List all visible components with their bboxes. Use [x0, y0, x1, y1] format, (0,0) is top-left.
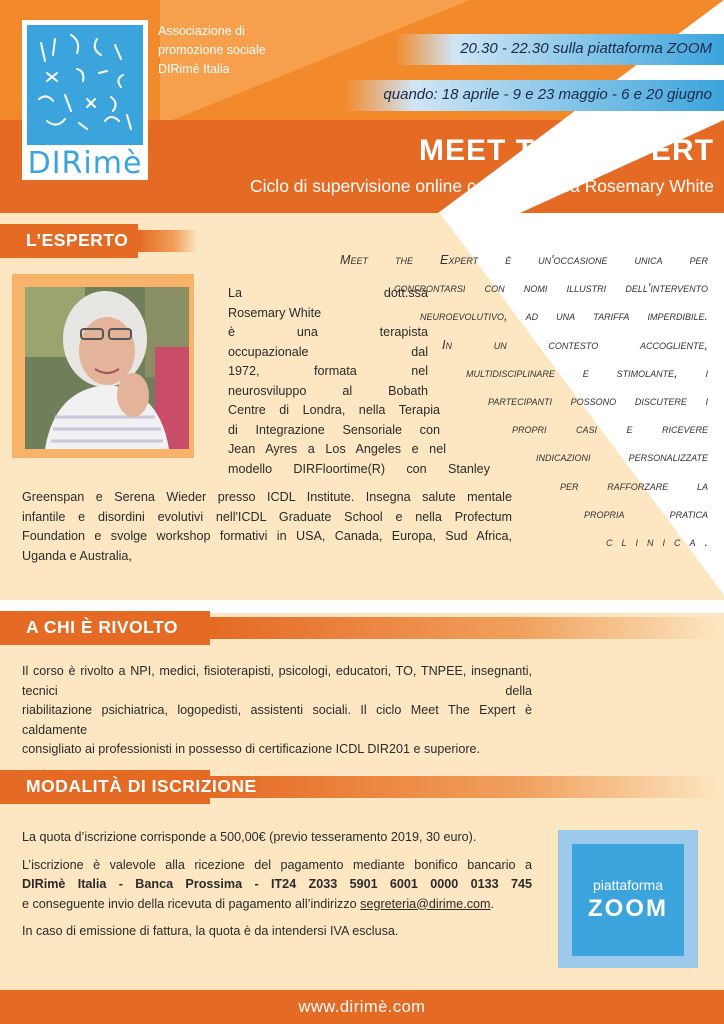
quote-line: multidisciplinare e stimolante, i [466, 365, 708, 380]
zoom-badge-label: piattaforma [592, 877, 664, 893]
footer [0, 990, 724, 1024]
audience-text [22, 662, 532, 760]
section-title-enrollment: MODALITÀ DI ISCRIZIONE [26, 776, 257, 796]
logo-wordmark: DIRimè [27, 146, 143, 181]
association-line-2: promozione sociale [158, 43, 266, 57]
bio-line: Uganda e Australia, [22, 548, 132, 563]
association-line-3: DIRimè Italia [158, 62, 230, 76]
zoom-badge-brand: ZOOM [588, 895, 668, 922]
quote-line: partecipanti possono discutere i [488, 394, 708, 409]
bio-line: infantile e disordini evolutivi nell'ICDL Graduate School e nella Profectum [22, 509, 512, 524]
bio-line: Foundation e svolge workshop formativi in USA, Canada, Europa, Sud Africa, [22, 529, 512, 543]
logo-graphic [27, 25, 143, 145]
dates-info: quando: 18 aprile - 9 e 23 maggio - 6 e 20 giugno [383, 86, 712, 103]
page-subtitle: Ciclo di supervisione online con la dott.ssa Rosemary White [250, 176, 714, 196]
invoice-text: In caso di emissione di fattura, la quota è da intendersi IVA esclusa. [22, 924, 399, 938]
section-title-expert: L’ESPERTO [26, 230, 129, 250]
bio-line: Rosemary White [228, 305, 322, 320]
quote-line: indicazioni personalizzate [536, 450, 708, 465]
website-link[interactable]: www.dirimè.com [298, 998, 426, 1016]
quote-line: Meet the Expert è un'occasione unica per [340, 253, 708, 267]
fee-text: La quota d’iscrizione corrisponde a 500,00€ (previo tesseramento 2019, 30 euro). [22, 830, 477, 844]
bank-details: DIRimè Italia - Banca Prossima - IT24 Z033 5901 6001 0000 0133 745 [22, 877, 532, 891]
bio-line: Greenspan e Serena Wieder presso ICDL Institute. Insegna salute mentale [22, 490, 512, 504]
section-header-enrollment [0, 770, 724, 804]
bio-line: modello DIRFloortime(R) con Stanley [228, 461, 490, 476]
time-info: 20.30 - 22.30 sulla piattaforma ZOOM [460, 40, 712, 57]
section-title-audience: A CHI È RIVOLTO [26, 617, 179, 637]
payment-text [22, 856, 532, 915]
bio-line: Centre di Londra, nella Terapia [228, 403, 440, 417]
logo-scribbles-icon [27, 25, 143, 145]
section-header-audience [0, 611, 724, 645]
dates-info-bar [345, 80, 724, 111]
audience-line: Il corso è rivolto a NPI, medici, fisioterapisti, psicologi, educatori, TO, TNPEE, insegnanti, tecnici della [22, 664, 532, 698]
bio-line: 1972, formata nel [228, 364, 428, 378]
association-line-1: Associazione di [158, 24, 245, 38]
bio-line: di Integrazione Sensoriale con [228, 422, 440, 437]
bio-line: neurosviluppo al Bobath [228, 383, 428, 398]
bio-line: occupazionale dal [228, 344, 428, 359]
association-name [158, 22, 308, 79]
enrollment-text [22, 828, 532, 950]
audience-line: riabilitazione psichiatrica, logopedisti, assistenti sociali. Il ciclo Meet The Expert è caldamente [22, 703, 532, 737]
quote-line: propri casi e ricevere [512, 422, 708, 437]
quote-line: propria pratica [584, 506, 708, 521]
quote-line: In un contesto accogliente, [442, 337, 708, 352]
email-link[interactable]: segreteria@dirime.com [360, 896, 491, 911]
quote-line: confrontarsi con nomi illustri dell'intervento [394, 281, 708, 296]
quote-line: per rafforzare la [560, 478, 708, 493]
intro-quote [340, 246, 708, 556]
audience-line: consigliato ai professionisti in possesso di certificazione ICDL DIR201 e superiore. [22, 742, 481, 756]
page-title: MEET THE EXPERT [418, 134, 714, 167]
quote-line: neuroevolutivo, ad una tariffa imperdibile. [420, 309, 708, 324]
payment-line-1: L’iscrizione è valevole alla ricezione del pagamento mediante bonifico bancario a [22, 857, 532, 872]
payment-line-2: e conseguente invio della ricevuta di pagamento all’indirizzo [22, 896, 357, 911]
dirime-logo [22, 20, 148, 180]
payment-line-end: . [490, 896, 495, 911]
bio-line: è una terapista [228, 325, 428, 339]
bio-line: La dott.ssa [228, 286, 428, 300]
expert-photo [25, 287, 189, 449]
time-info-bar [395, 34, 724, 65]
quote-line: c l i n i c a . [606, 535, 708, 550]
bio-line: Jean Ayres a Los Angeles e nel [228, 442, 446, 456]
